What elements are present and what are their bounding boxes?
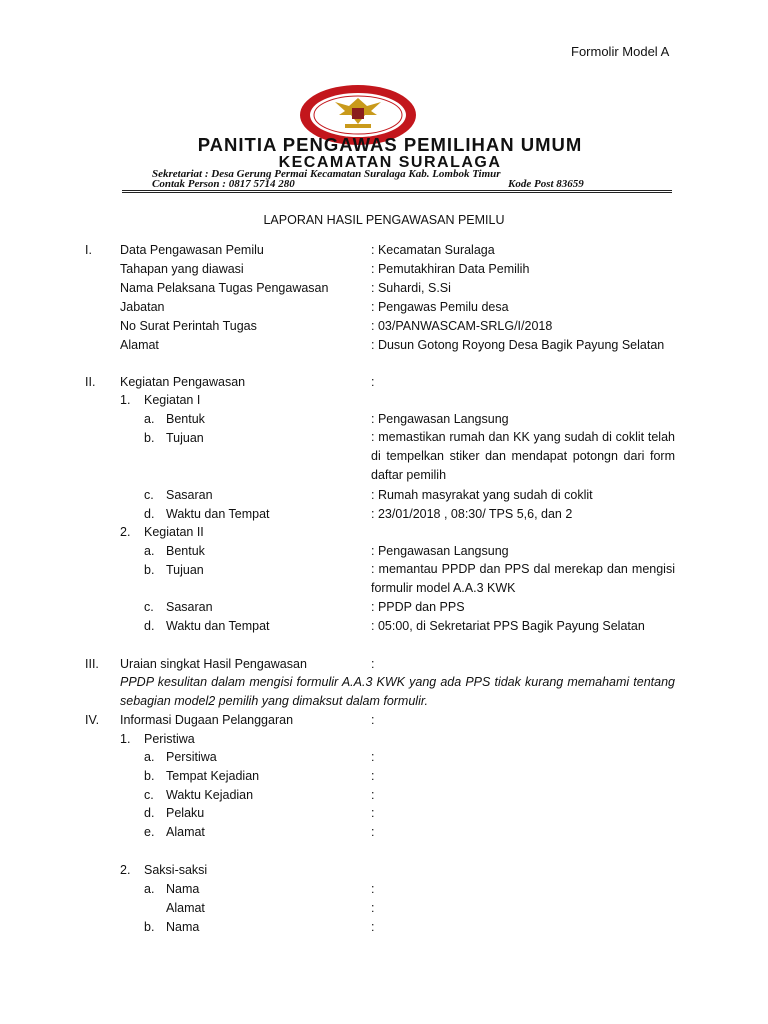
k1-a-marker: a. (144, 412, 155, 426)
saksi-alamat-label: Alamat (166, 901, 205, 915)
saksi-nama-colon: : (371, 882, 375, 896)
k1-waktu-value: : 23/01/2018 , 08:30/ TPS 5,6, dan 2 (371, 507, 573, 521)
tempat-kejadian-label: Tempat Kejadian (166, 769, 260, 783)
header-divider-thin (122, 192, 672, 193)
p-d-marker: d. (144, 806, 155, 820)
section-3-colon: : (371, 657, 375, 671)
persitiwa-colon: : (371, 750, 375, 764)
org-subtitle: KECAMATAN SURALAGA (278, 154, 502, 171)
tahapan-value: : Pemutakhiran Data Pemilih (371, 262, 530, 276)
saksi-number: 2. (120, 863, 131, 877)
section-3-label: Uraian singkat Hasil Pengawasan (120, 657, 307, 671)
section-1-number: I. (85, 243, 92, 257)
k1-d-marker: d. (144, 507, 155, 521)
k1-bentuk-value: : Pengawasan Langsung (371, 412, 509, 426)
k2-tujuan-label: Tujuan (166, 563, 204, 577)
pelaku-colon: : (371, 806, 375, 820)
p-alamat-colon: : (371, 825, 375, 839)
document-title: LAPORAN HASIL PENGAWASAN PEMILU (263, 213, 505, 227)
saksi-nama-2-label: Nama (166, 920, 200, 934)
k1-c-marker: c. (144, 488, 154, 502)
peristiwa-label: Peristiwa (144, 732, 195, 746)
k2-sasaran-value: : PPDP dan PPS (371, 600, 465, 614)
p-alamat-label: Alamat (166, 825, 205, 839)
k2-d-marker: d. (144, 619, 155, 633)
org-title: PANITIA PENGAWAS PEMILIHAN UMUM (197, 134, 583, 155)
k1-tujuan-value: : memastikan rumah dan KK yang sudah di coklit telah di tempelkan stiker dan mendapat potongn dari form daftar pemilih (371, 430, 675, 482)
kegiatan-1-number: 1. (120, 393, 131, 407)
k2-c-marker: c. (144, 600, 154, 614)
alamat-value: : Dusun Gotong Royong Desa Bagik Payung Selatan (371, 338, 665, 352)
p-c-marker: c. (144, 788, 154, 802)
saksi-nama-label: Nama (166, 882, 200, 896)
waktu-kejadian-colon: : (371, 788, 375, 802)
tempat-kejadian-colon: : (371, 769, 375, 783)
p-a-marker: a. (144, 750, 155, 764)
section-2-number: II. (85, 375, 96, 389)
p-b-marker: b. (144, 769, 155, 783)
section-1-label: Data Pengawasan Pemilu (120, 243, 264, 257)
surat-tugas-label: No Surat Perintah Tugas (120, 319, 257, 333)
section-4-number: IV. (85, 713, 100, 727)
s-a-marker: a. (144, 882, 155, 896)
k1-tujuan-label: Tujuan (166, 431, 204, 445)
jabatan-label: Jabatan (120, 300, 165, 314)
kegiatan-2-label: Kegiatan II (144, 525, 204, 539)
alamat-label: Alamat (120, 338, 159, 352)
section-2-colon: : (371, 375, 375, 389)
section-4-colon: : (371, 713, 375, 727)
surat-tugas-value: : 03/PANWASCAM-SRLG/I/2018 (371, 319, 553, 333)
persitiwa-label: Persitiwa (166, 750, 217, 764)
contact-person: Contak Person : 0817 5714 280 (152, 178, 295, 190)
pelaku-label: Pelaku (166, 806, 205, 820)
saksi-label: Saksi-saksi (144, 863, 208, 877)
k2-waktu-label: Waktu dan Tempat (166, 619, 270, 633)
k2-sasaran-label: Sasaran (166, 600, 213, 614)
header-divider (122, 190, 672, 191)
section-3-number: III. (85, 657, 99, 671)
k2-b-marker: b. (144, 563, 155, 577)
form-model-label: Formolir Model A (571, 44, 670, 59)
peristiwa-number: 1. (120, 732, 131, 746)
tahapan-label: Tahapan yang diawasi (120, 262, 244, 276)
k1-sasaran-value: : Rumah masyrakat yang sudah di coklit (371, 488, 593, 502)
k2-bentuk-value: : Pengawasan Langsung (371, 544, 509, 558)
section-4-label: Informasi Dugaan Pelanggaran (120, 713, 294, 727)
k2-a-marker: a. (144, 544, 155, 558)
jabatan-value: : Pengawas Pemilu desa (371, 300, 509, 314)
k1-waktu-label: Waktu dan Tempat (166, 507, 270, 521)
k2-tujuan-value: : memantau PPDP dan PPS dal merekap dan mengisi formulir model A.A.3 KWK (371, 562, 675, 595)
s-b-marker: b. (144, 920, 155, 934)
k1-bentuk-label: Bentuk (166, 412, 205, 426)
secretariat-address: Sekretariat : Desa Gerung Permai Kecamatan Suralaga Kab. Lombok Timur (152, 168, 501, 180)
postcode: Kode Post 83659 (508, 178, 584, 190)
saksi-alamat-colon: : (371, 901, 375, 915)
p-e-marker: e. (144, 825, 155, 839)
k1-b-marker: b. (144, 431, 155, 445)
waktu-kejadian-label: Waktu Kejadian (166, 788, 254, 802)
section-1-value: : Kecamatan Suralaga (371, 243, 495, 257)
pelaksana-label: Nama Pelaksana Tugas Pengawasan (120, 281, 329, 295)
section-2-label: Kegiatan Pengawasan (120, 375, 246, 389)
k2-waktu-value: : 05:00, di Sekretariat PPS Bagik Payung Selatan (371, 619, 645, 633)
kegiatan-2-number: 2. (120, 525, 131, 539)
uraian-paragraph: PPDP kesulitan dalam mengisi formulir A.A.3 KWK yang ada PPS tidak kurang memahami tentang sebagian model2 pemilih yang dimaksut dalam formulir. (120, 675, 675, 708)
k2-bentuk-label: Bentuk (166, 544, 205, 558)
k1-sasaran-label: Sasaran (166, 488, 213, 502)
kegiatan-1-label: Kegiatan I (144, 393, 201, 407)
pelaksana-value: : Suhardi, S.Si (371, 281, 451, 295)
saksi-nama-2-colon: : (371, 920, 375, 934)
